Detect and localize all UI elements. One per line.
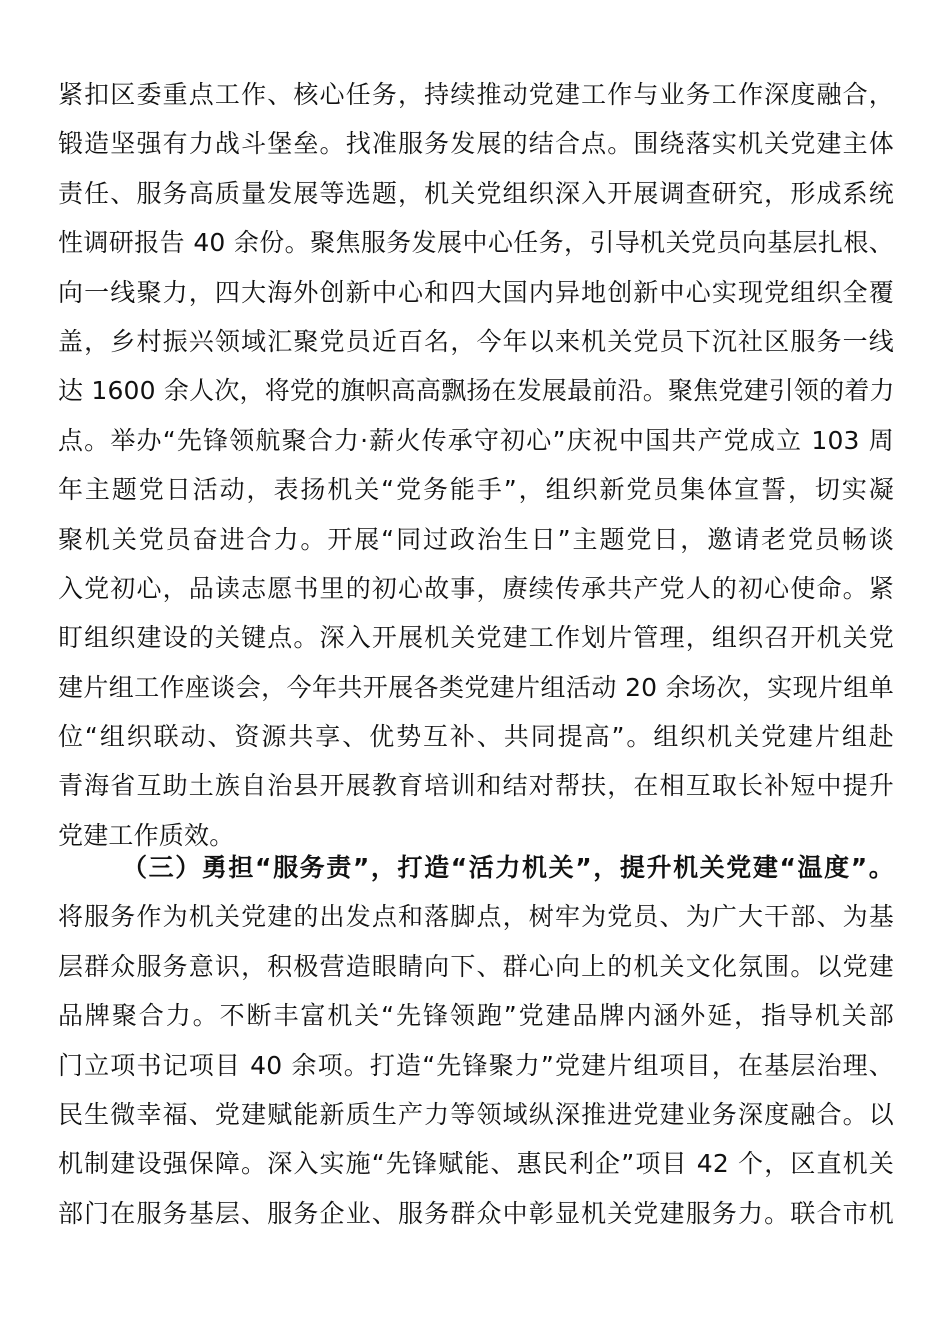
text-line: 入党初心，品读志愿书里的初心故事，赓续传承共产党人的初心使命。紧 <box>58 573 894 603</box>
text-line: 点。举办“先锋领航聚合力·薪火传承守初心”庆祝中国共产党成立 103 周 <box>58 425 894 455</box>
paragraph-2 <box>58 843 894 1238</box>
text-line: 盖，乡村振兴领域汇聚党员近百名，今年以来机关党员下沉社区服务一线 <box>58 326 894 356</box>
text-line: 性调研报告 40 余份。聚焦服务发展中心任务，引导机关党员向基层扎根、 <box>58 228 894 258</box>
text-line: 将服务作为机关党建的出发点和落脚点，树牢为党员、为广大干部、为基 <box>58 902 894 932</box>
text-line: 责任、服务高质量发展等选题，机关党组织深入开展调查研究，形成系统 <box>58 178 894 208</box>
text-line: 门立项书记项目 40 余项。打造“先锋聚力”党建片组项目，在基层治理、 <box>58 1050 894 1080</box>
text-line: 位“组织联动、资源共享、优势互补、共同提高”。组织机关党建片组赴 <box>58 722 894 752</box>
text-line: 紧扣区委重点工作、核心任务，持续推动党建工作与业务工作深度融合， <box>58 80 894 109</box>
text-line: 层群众服务意识，积极营造眼睛向下、群心向上的机关文化氛围。以党建 <box>58 951 894 981</box>
text-line: 建片组工作座谈会，今年共开展各类党建片组活动 20 余场次，实现片组单 <box>58 672 894 702</box>
text-line: 年主题党日活动，表扬机关“党务能手”，组织新党员集体宣誓，切实凝 <box>58 475 894 505</box>
text-line: 青海省互助土族自治县开展教育培训和结对帮扶，在相互取长补短中提升 <box>58 771 894 801</box>
text-line: 党建工作质效。 <box>58 820 235 850</box>
text-line: 部门在服务基层、服务企业、服务群众中彰显机关党建服务力。联合市机 <box>58 1198 894 1228</box>
paragraph-1 <box>58 70 894 860</box>
text-line: 品牌聚合力。不断丰富机关“先锋领跑”党建品牌内涵外延，指导机关部 <box>58 1001 894 1031</box>
text-line: 机制建设强保障。深入实施“先锋赋能、惠民利企”项目 42 个，区直机关 <box>58 1149 894 1179</box>
section-heading: （三）勇担“服务责”，打造“活力机关”，提升机关党建“温度”。 <box>122 853 894 882</box>
text-line: 向一线聚力，四大海外创新中心和四大国内异地创新中心实现党组织全覆 <box>58 277 894 307</box>
text-line: 锻造坚强有力战斗堡垒。找准服务发展的结合点。围绕落实机关党建主体 <box>58 129 894 159</box>
text-line: 盯组织建设的关键点。深入开展机关党建工作划片管理，组织召开机关党 <box>58 623 894 653</box>
text-line: 达 1600 余人次，将党的旗帜高高飘扬在发展最前沿。聚焦党建引领的着力 <box>58 376 895 406</box>
text-line: 民生微幸福、党建赋能新质生产力等领域纵深推进党建业务深度融合。以 <box>58 1099 894 1129</box>
text-line: 聚机关党员奋进合力。开展“同过政治生日”主题党日，邀请老党员畅谈 <box>58 524 894 554</box>
